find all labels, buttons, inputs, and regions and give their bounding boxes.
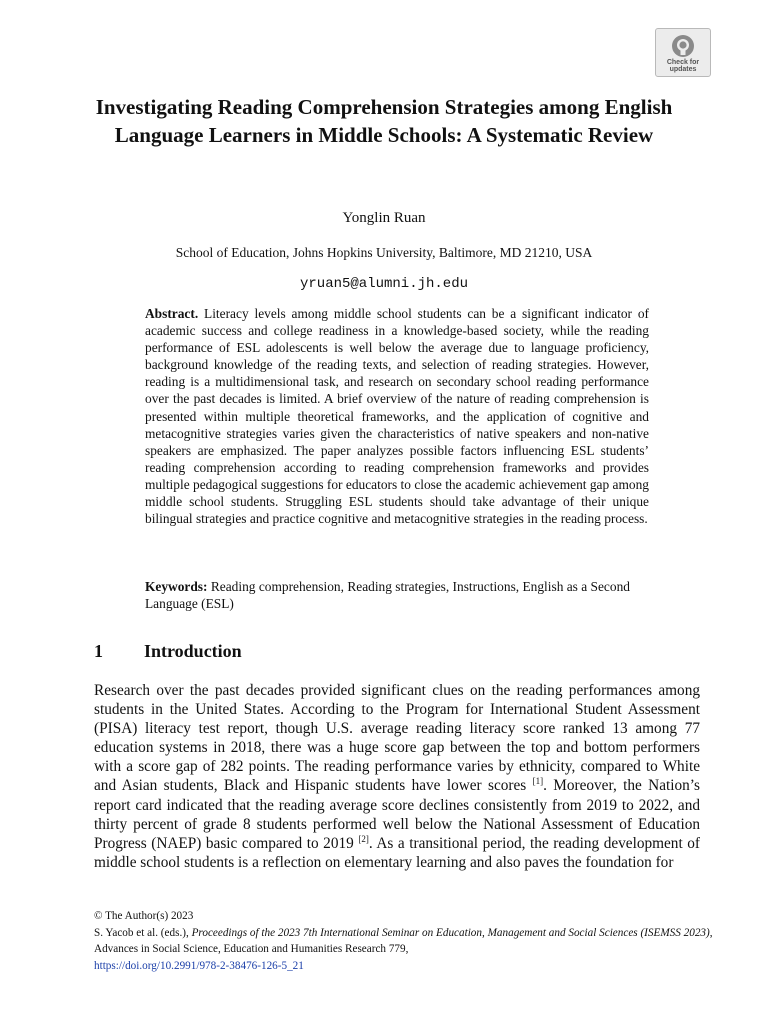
citation-line: [94, 925, 714, 958]
citation-1[interactable]: [1]: [532, 776, 544, 787]
badge-line-2: updates: [669, 66, 697, 73]
citation-2[interactable]: [2]: [358, 833, 369, 844]
check-for-updates-badge[interactable]: [655, 28, 711, 77]
author-affiliation: School of Education, Johns Hopkins University, Baltimore, MD 21210, USA: [175, 245, 593, 260]
abstract-text: Literacy levels among middle school students can be a significant indicator of academic success and college readiness in a knowledge-based society, while the reading performance of ESL adolescents is well below the average due to language proficiency, background knowledge of the reading texts, and selection of reading strategies. However, reading is a multidimensional task, and research on secondary school reading performance over the past decades is limited. A brief overview of the nature of reading comprehension is presented within multiple theoretical frameworks, and the application of cognitive and metacognitive strategies varies given the characteristics of native speakers and non-native speakers are emphasized. The paper analyzes possible factors influencing ESL students’ reading comprehension according to reading comprehension frameworks and provides multiple pedagogical suggestions for educators to close the academic achievement gap among middle school students. Struggling ESL students should take advantage of their unique bilingual strategies and practice cognitive and metacognitive strategies in the reading process.: [145, 306, 649, 527]
author-name: Yonglin Ruan: [342, 210, 426, 226]
keywords-text: Reading comprehension, Reading strategies, Instructions, English as a Second Language (ESL): [145, 579, 630, 612]
copyright-line: © The Author(s) 2023: [94, 910, 194, 922]
abstract: [145, 305, 649, 527]
footer: [94, 908, 714, 974]
keywords-label: Keywords:: [145, 579, 208, 594]
series-info: , Advances in Social Science, Education and Humanities Research 779,: [94, 926, 713, 955]
intro-text-1: Research over the past decades provided significant clues on the reading performances among students in the United States. According to the Program for International Student Assessment (PISA) literacy test report, though U.S. average reading literacy score ranked 13 among 77 education systems in 2018, there was a huge score gap between the top and bottom performers with a score gap of 282 points. The reading performance varies by ethnicity, compared to White and Asian students, Black and Hispanic students have lower scores: [94, 682, 700, 795]
proceedings-title: Proceedings of the 2023 7th International Seminar on Education, Management and Social Sciences (ISEMSS 2023): [191, 926, 710, 939]
check-for-updates-icon: [671, 34, 695, 58]
doi-link[interactable]: https://doi.org/10.2991/978-2-38476-126-5_21: [94, 959, 304, 972]
author-email[interactable]: yruan5@alumni.jh.edu: [299, 276, 469, 292]
abstract-label: Abstract.: [145, 306, 199, 321]
section-title: Introduction: [144, 641, 242, 661]
section-number: 1: [94, 641, 103, 661]
badge-line-1: Check for: [666, 59, 700, 66]
editors: S. Yacob et al. (eds.),: [94, 926, 192, 939]
paper-title: Investigating Reading Comprehension Strategies among English Language Learners in Middle Schools: A Systematic Review: [95, 95, 673, 147]
intro-text-2: . Moreover, the Nation’s report card indicated that the reading average score declines consistently from 2019 to 2022, and thirty percent of grade 8 students performed well below the National Assessment of Education Progress (NAEP) basic compared to 2019: [94, 777, 700, 852]
introduction-paragraph: [94, 681, 700, 872]
intro-text-3: . As a transitional period, the reading development of middle school students is a reflection on elementary learning and also paves the foundation for: [94, 834, 700, 871]
section-heading: [94, 641, 242, 662]
keywords: [145, 578, 649, 612]
